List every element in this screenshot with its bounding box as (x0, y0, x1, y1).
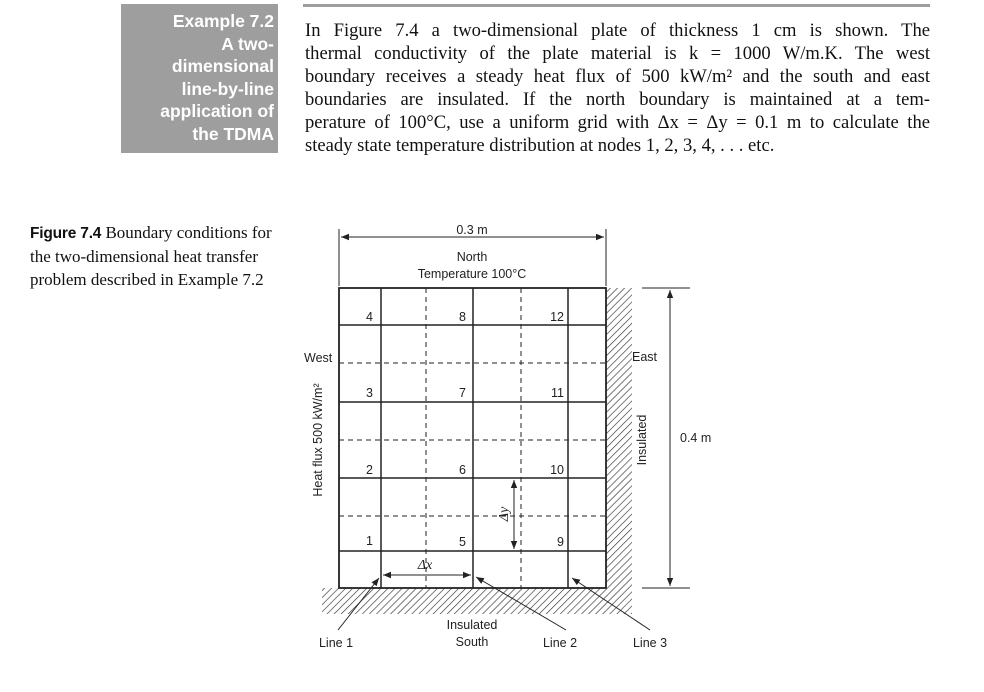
east-label: East (632, 350, 658, 364)
example-title-line: A two- (221, 33, 274, 54)
east-insulation-hatch (606, 288, 632, 588)
problem-line: boundaries are insulated. If the north boundary is maintained at a tem- (305, 89, 930, 110)
line-3-label: Line 3 (632, 636, 668, 650)
node-label: 6 (459, 463, 466, 477)
plate-grid (339, 288, 606, 588)
dx-label: Δx (417, 558, 433, 573)
node-label: 12 (550, 310, 564, 324)
node-label: 5 (459, 535, 466, 549)
node-label: 7 (459, 386, 466, 400)
figure-caption-text: Boundary conditions for the two-dimensional heat transfer problem described in Example 7.2 (30, 223, 272, 289)
figure-caption-label: Figure 7.4 (30, 225, 102, 242)
example-title-line: line-by-line (181, 78, 274, 99)
west-heat-flux-label: Heat flux 500 kW/m² (311, 383, 325, 497)
south-insulated-label: Insulated (446, 618, 498, 632)
problem-line: In Figure 7.4 a two-dimensional plate of thickness 1 cm is shown. The (305, 20, 930, 41)
north-label: North (456, 250, 488, 264)
node-label: 3 (366, 386, 373, 400)
height-label: 0.4 m (680, 431, 712, 445)
line-1-label: Line 1 (318, 636, 354, 650)
node-label: 1 (366, 534, 373, 548)
south-label: South (455, 635, 489, 649)
width-label: 0.3 m (456, 223, 488, 237)
example-title-line: application of (160, 101, 274, 121)
node-label: 2 (366, 463, 373, 477)
problem-line: thermal conductivity of the plate material is k = 1000 W/m.K. The west (305, 43, 930, 64)
node-label: 9 (557, 535, 564, 549)
problem-line: boundary receives a steady heat flux of 500 kW/m² and the south and east (305, 66, 930, 87)
node-label: 10 (550, 463, 564, 477)
north-temperature-label: Temperature 100°C (417, 267, 527, 281)
example-title-line: Example 7.2 (172, 11, 274, 31)
east-insulated-label: Insulated (635, 414, 649, 466)
west-label: West (304, 351, 333, 365)
example-title-line: dimensional (171, 56, 274, 76)
node-label: 11 (551, 386, 564, 400)
node-label: 4 (366, 310, 373, 324)
dy-label: Δy (497, 506, 512, 522)
line-2-label: Line 2 (542, 636, 578, 650)
problem-line: perature of 100°C, use a uniform grid with Δx = Δy = 0.1 m to calculate the (305, 112, 930, 133)
example-title-line: the TDMA (192, 123, 274, 144)
node-label: 8 (459, 310, 466, 324)
problem-line: steady state temperature distribution at nodes 1, 2, 3, 4, . . . etc. (305, 135, 775, 156)
